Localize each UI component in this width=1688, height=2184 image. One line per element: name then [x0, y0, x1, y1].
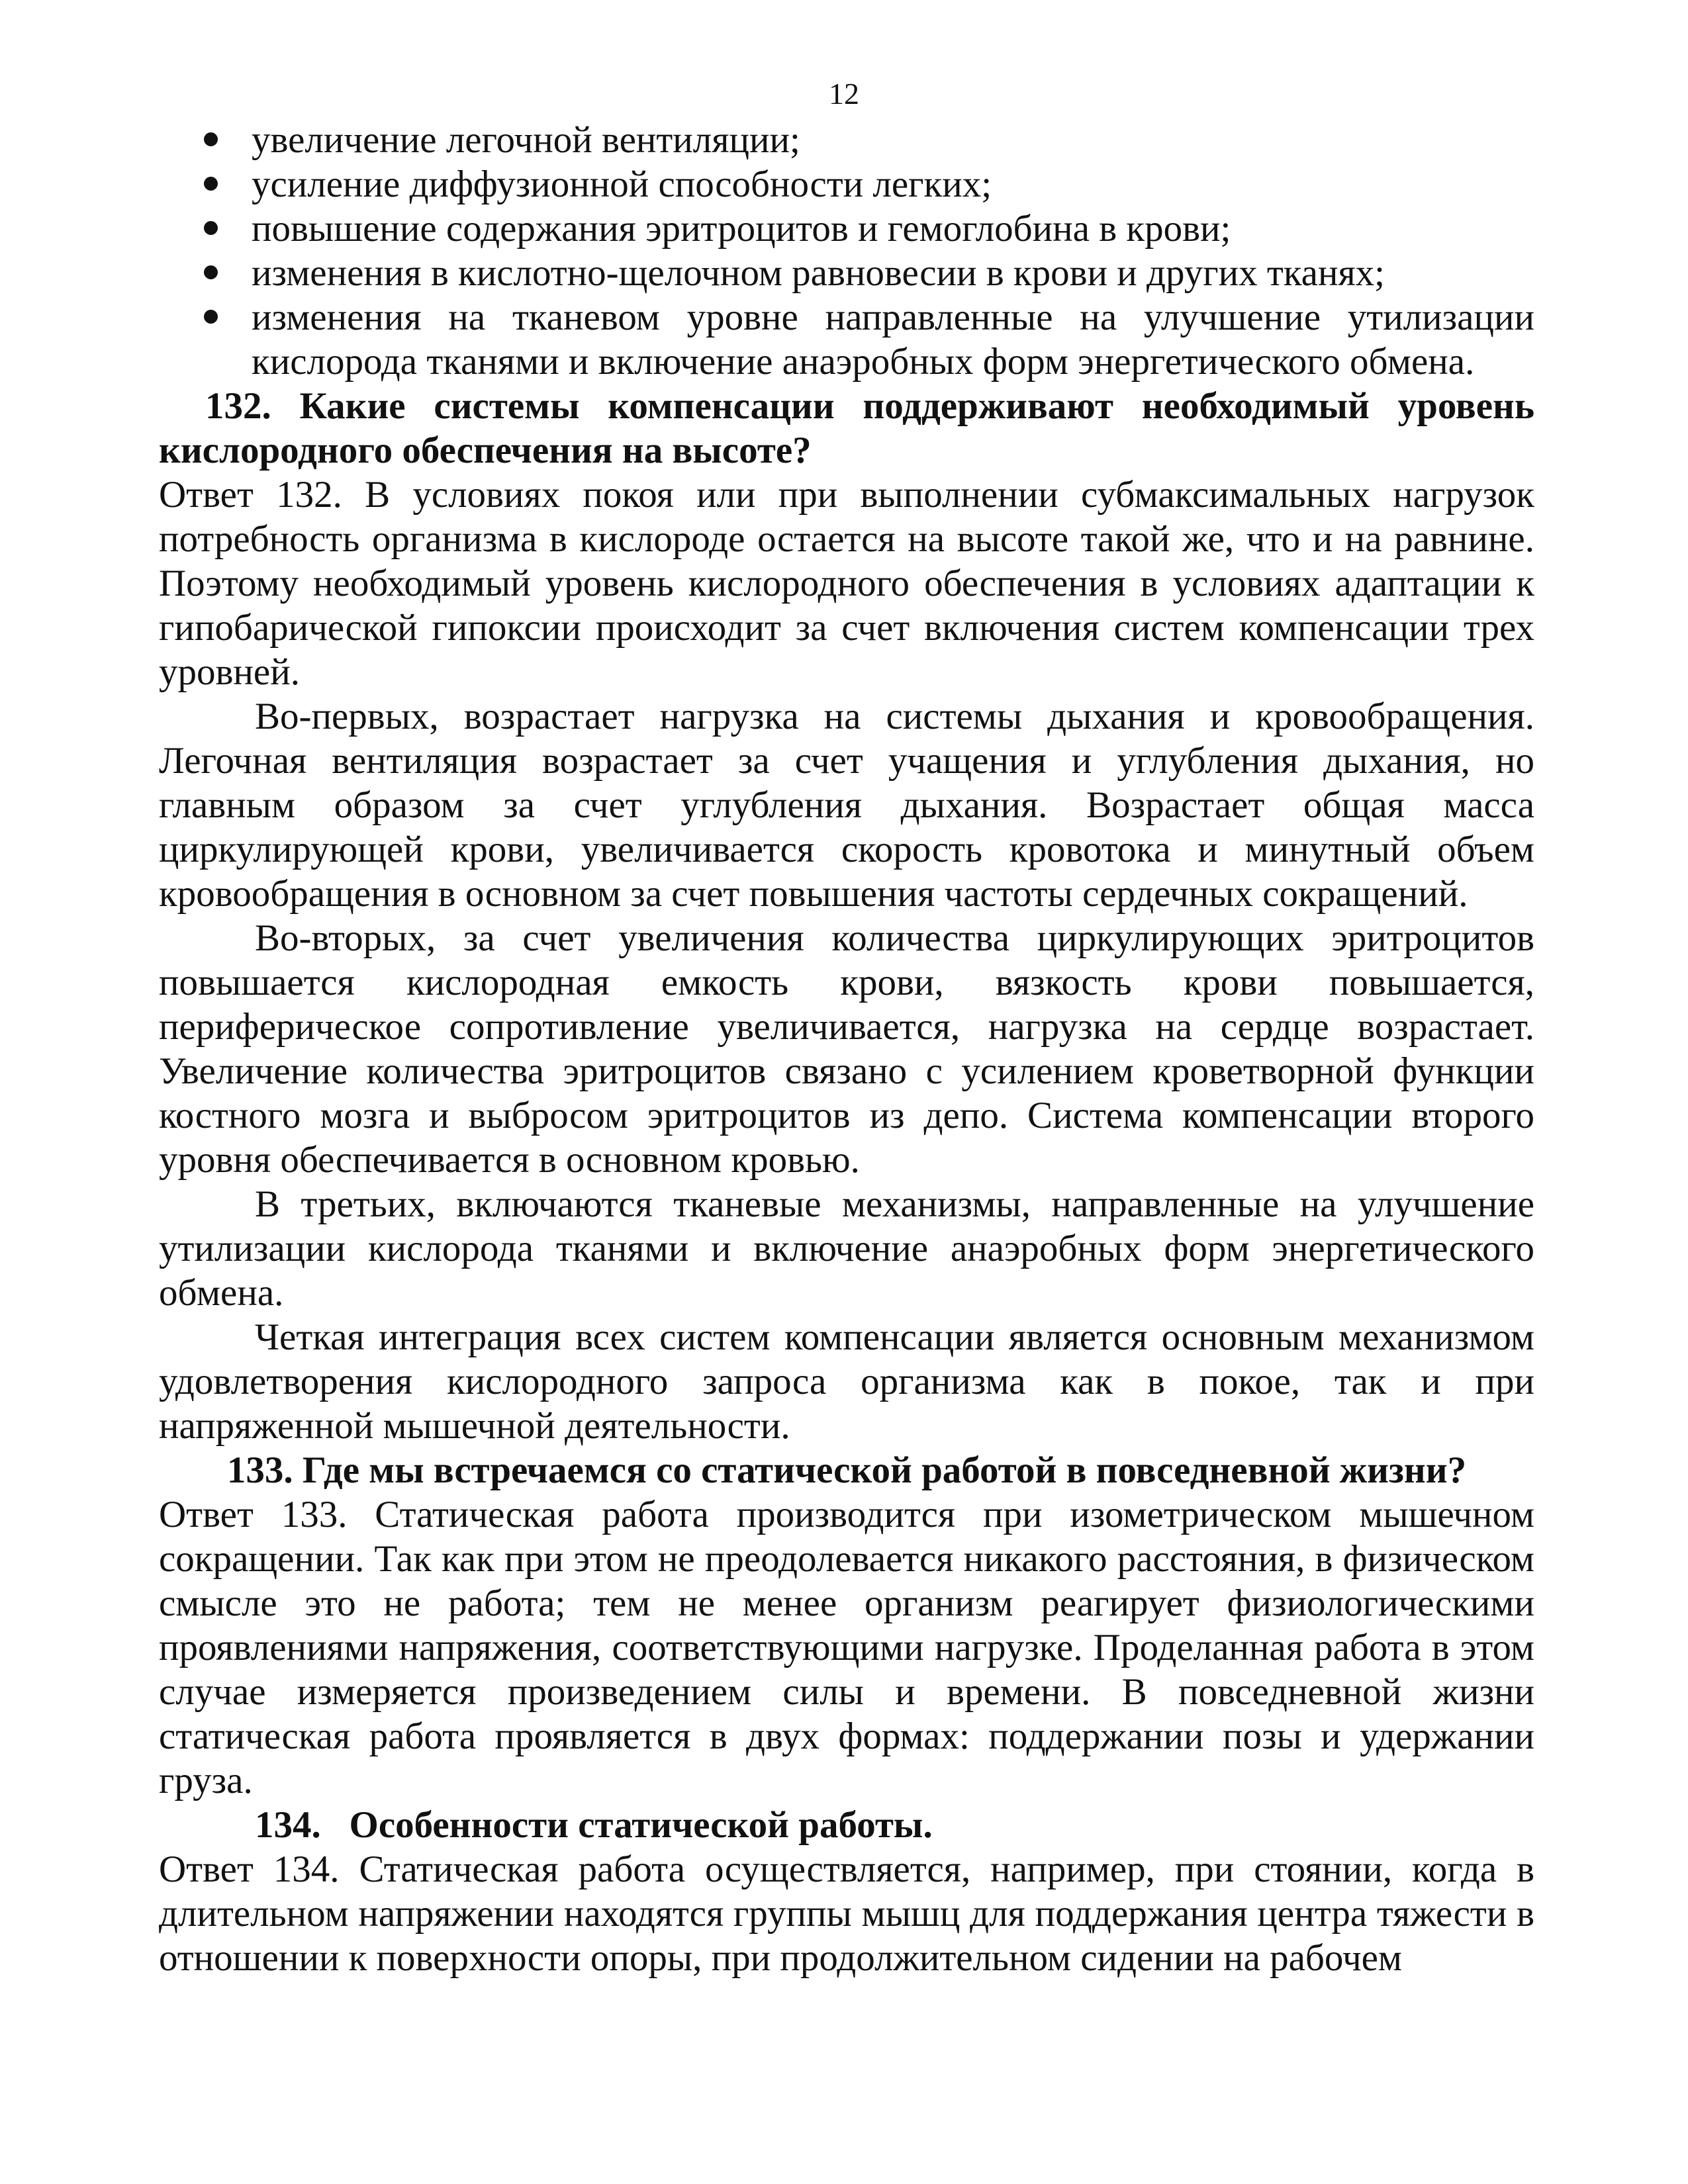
bullet-item — [159, 251, 1534, 295]
answer-132-paragraph-2: Во-вторых, за счет увеличения количества циркулирующих эритроцитов повышается кислородная емкость крови, вязкость крови повышается, периферическое сопротивление увеличивается, нагрузка на сердце возрастает. Увеличение количества эритроцитов связано с усилением кроветворной функции костного мозга и выбросом эритроцитов из депо. Система компенсации второго уровня обеспечивается в основном кровью. — [159, 917, 1534, 1181]
page-number: 12 — [829, 77, 859, 111]
bullet-icon — [204, 132, 218, 146]
bullet-icon — [204, 177, 218, 191]
bullet-text: изменения на тканевом уровне направленные на улучшение утилизации кислорода тканями и включение анаэробных форм энергетического обмена. — [252, 296, 1534, 383]
bullet-item — [159, 295, 1534, 384]
answer-132: Ответ 132. В условиях покоя или при выполнении субмаксимальных нагрузок потребность организма в кислороде остается на высоте такой же, что и на равнине. Поэтому необходимый уровень кислородного обеспечения в условиях адаптации к гипобарической гипоксии происходит за счет включения систем компенсации трех уровней. — [159, 474, 1534, 693]
bullet-text: повышение содержания эритроцитов и гемоглобина в крови; — [252, 208, 1231, 250]
page-content — [159, 118, 1534, 1980]
question-132-heading: 132. Какие системы компенсации поддерживают необходимый уровень кислородного обеспечения на высоте? — [159, 385, 1534, 471]
answer-134: Ответ 134. Статическая работа осуществляется, например, при стоянии, когда в длительном напряжении находятся группы мышц для поддержания центра тяжести в отношении к поверхности опоры, при продолжительном сидении на рабочем — [159, 1848, 1534, 1979]
answer-132-paragraph-4: Четкая интеграция всех систем компенсации является основным механизмом удовлетворения кислородного запроса организма как в покое, так и при напряженной мышечной деятельности. — [159, 1316, 1534, 1447]
answer-132-paragraph-1: Во-первых, возрастает нагрузка на системы дыхания и кровообращения. Легочная вентиляция возрастает за счет учащения и углубления дыхания, но главным образом за счет углубления дыхания. Возрастает общая масса циркулирующей крови, увеличивается скорость кровотока и минутный объем кровообращения в основном за счет повышения частоты сердечных сокращений. — [159, 696, 1534, 915]
bullet-text: изменения в кислотно-щелочном равновесии в крови и других тканях; — [252, 252, 1385, 294]
bullet-item — [159, 162, 1534, 206]
bullet-icon — [204, 265, 218, 279]
bullet-text: усиление диффузионной способности легких; — [252, 163, 992, 205]
question-133-heading: 133. Где мы встречаемся со статической работой в повседневной жизни? — [226, 1449, 1467, 1491]
bullet-icon — [204, 310, 218, 324]
bullet-list — [159, 118, 1534, 384]
answer-132-paragraph-3: В третьих, включаются тканевые механизмы, направленные на улучшение утилизации кислорода тканями и включение анаэробных форм энергетического обмена. — [159, 1183, 1534, 1314]
question-134-heading: 134. Особенности статической работы. — [255, 1804, 933, 1846]
answer-133: Ответ 133. Статическая работа производится при изометрическом мышечном сокращении. Так как при этом не преодолевается никакого расстояния, в физическом смысле это не работа; тем не менее организм реагирует физиологическими проявлениями напряжения, соответствующими нагрузке. Проделанная работа в этом случае измеряется произведением силы и времени. В повседневной жизни статическая работа проявляется в двух формах: поддержании позы и удержании груза. — [159, 1494, 1534, 1801]
bullet-text: увеличение легочной вентиляции; — [252, 119, 800, 161]
bullet-item — [159, 206, 1534, 251]
bullet-icon — [204, 221, 218, 235]
bullet-item — [159, 118, 1534, 162]
